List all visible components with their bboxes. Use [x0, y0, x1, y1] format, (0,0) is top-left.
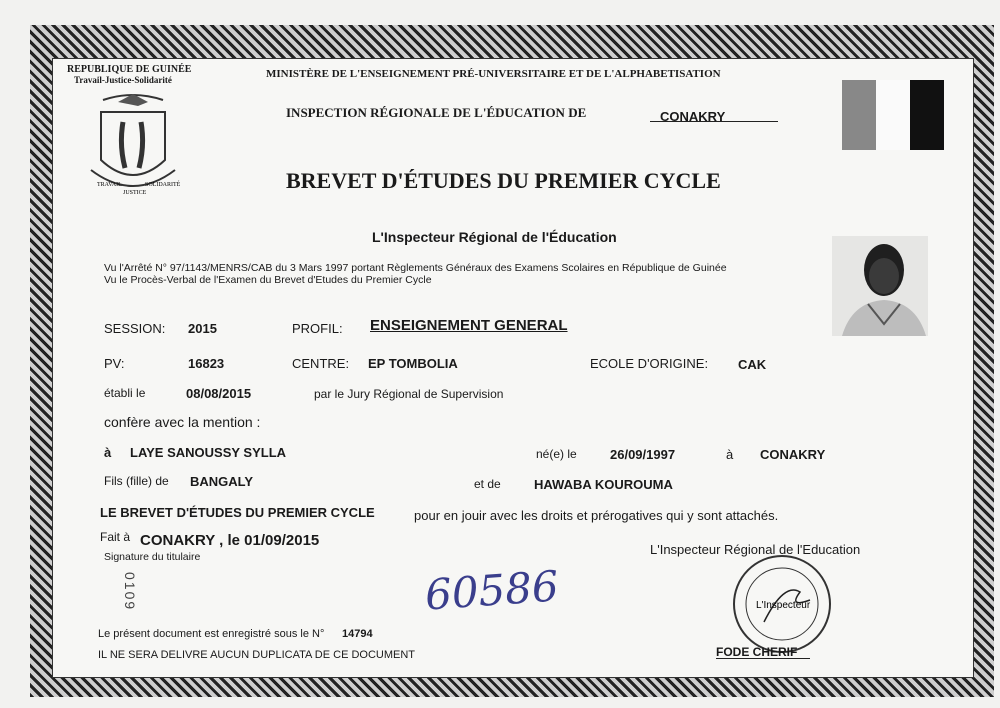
birth-date: 26/09/1997	[610, 447, 676, 462]
profil-value: ENSEIGNEMENT GENERAL	[370, 317, 568, 334]
holder-photo	[832, 236, 928, 336]
serial-number: 0109	[122, 572, 138, 612]
stamp-text: L'Inspecteur	[756, 600, 811, 611]
coat-of-arms-icon	[83, 90, 183, 202]
legal-line-1: Vu l'Arrêté N° 97/1143/MENRS/CAB du 3 Mars 1997 portant Règlements Généraux des Examens Scolaires en République de Guinée	[104, 262, 727, 274]
fils-label: Fils (fille) de	[104, 474, 169, 488]
republic-name: REPUBLIQUE DE GUINÉE	[67, 64, 192, 75]
pv-value: 16823	[188, 356, 225, 371]
nee-label: né(e) le	[536, 447, 577, 461]
jury-text: par le Jury Régional de Supervision	[314, 387, 504, 401]
profil-label: PROFIL:	[292, 321, 343, 336]
rights-text: pour en jouir avec les droits et prérogatives qui y sont attachés.	[414, 508, 779, 523]
flag-green-stripe	[910, 80, 944, 150]
republic-motto: Travail-Justice-Solidarité	[74, 75, 172, 85]
registration-label: Le présent document est enregistré sous le N°	[98, 628, 325, 640]
seal-word-solidarite: SOLIDARITÉ	[145, 182, 181, 188]
seal-word-travail: TRAVAIL	[97, 182, 122, 188]
handwritten-number: 60586	[423, 561, 561, 620]
flag-yellow-stripe	[876, 80, 910, 150]
signatory-name: FODE CHERIF	[716, 645, 798, 659]
mention-text: confère avec la mention :	[104, 414, 261, 430]
signature-label: Signature du titulaire	[104, 551, 201, 563]
fait-place-date: CONAKRY , le 01/09/2015	[140, 532, 320, 549]
inspector-label: L'Inspecteur Régional de l'Education	[650, 542, 861, 557]
inspection-label: INSPECTION RÉGIONALE DE L'ÉDUCATION DE	[286, 105, 587, 120]
a-label-birthplace: à	[726, 447, 734, 462]
session-label: SESSION:	[104, 321, 166, 336]
et-de-label: et de	[474, 477, 501, 491]
fait-label: Fait à	[100, 530, 131, 544]
etabli-date: 08/08/2015	[186, 386, 252, 401]
diploma-name: LE BREVET D'ÉTUDES DU PREMIER CYCLE	[100, 505, 375, 520]
legal-line-2: Vu le Procès-Verbal de l'Examen du Brevet d'Etudes du Premier Cycle	[104, 274, 432, 286]
registration-number: 14794	[342, 628, 373, 640]
official-stamp-icon	[730, 552, 834, 656]
city-strike-line	[650, 121, 778, 122]
mother-name: HAWABA KOUROUMA	[534, 477, 673, 492]
centre-label: CENTRE:	[292, 356, 350, 371]
flag-red-stripe	[842, 80, 876, 150]
no-duplicate-notice: IL NE SERA DELIVRE AUCUN DUPLICATA DE CE DOCUMENT	[98, 649, 416, 661]
ecole-value: CAK	[738, 357, 767, 372]
seal-word-justice: JUSTICE	[123, 190, 147, 196]
father-name: BANGALY	[190, 474, 254, 489]
session-value: 2015	[188, 321, 217, 336]
ministry-name: MINISTÈRE DE L'ENSEIGNEMENT PRÉ-UNIVERSITAIRE ET DE L'ALPHABETISATION	[266, 68, 721, 80]
signatory-underline	[716, 658, 810, 659]
ecole-label: ECOLE D'ORIGINE:	[590, 356, 709, 371]
a-label-name: à	[104, 445, 112, 460]
authority-heading: L'Inspecteur Régional de l'Éducation	[372, 229, 617, 245]
etabli-label: établi le	[104, 386, 146, 400]
centre-value: EP TOMBOLIA	[368, 356, 458, 371]
certificate-title: BREVET D'ÉTUDES DU PREMIER CYCLE	[286, 168, 721, 193]
inspection-city: CONAKRY	[660, 109, 726, 124]
holder-name: LAYE SANOUSSY SYLLA	[130, 445, 287, 460]
pv-label: PV:	[104, 356, 125, 371]
birth-place: CONAKRY	[760, 447, 826, 462]
